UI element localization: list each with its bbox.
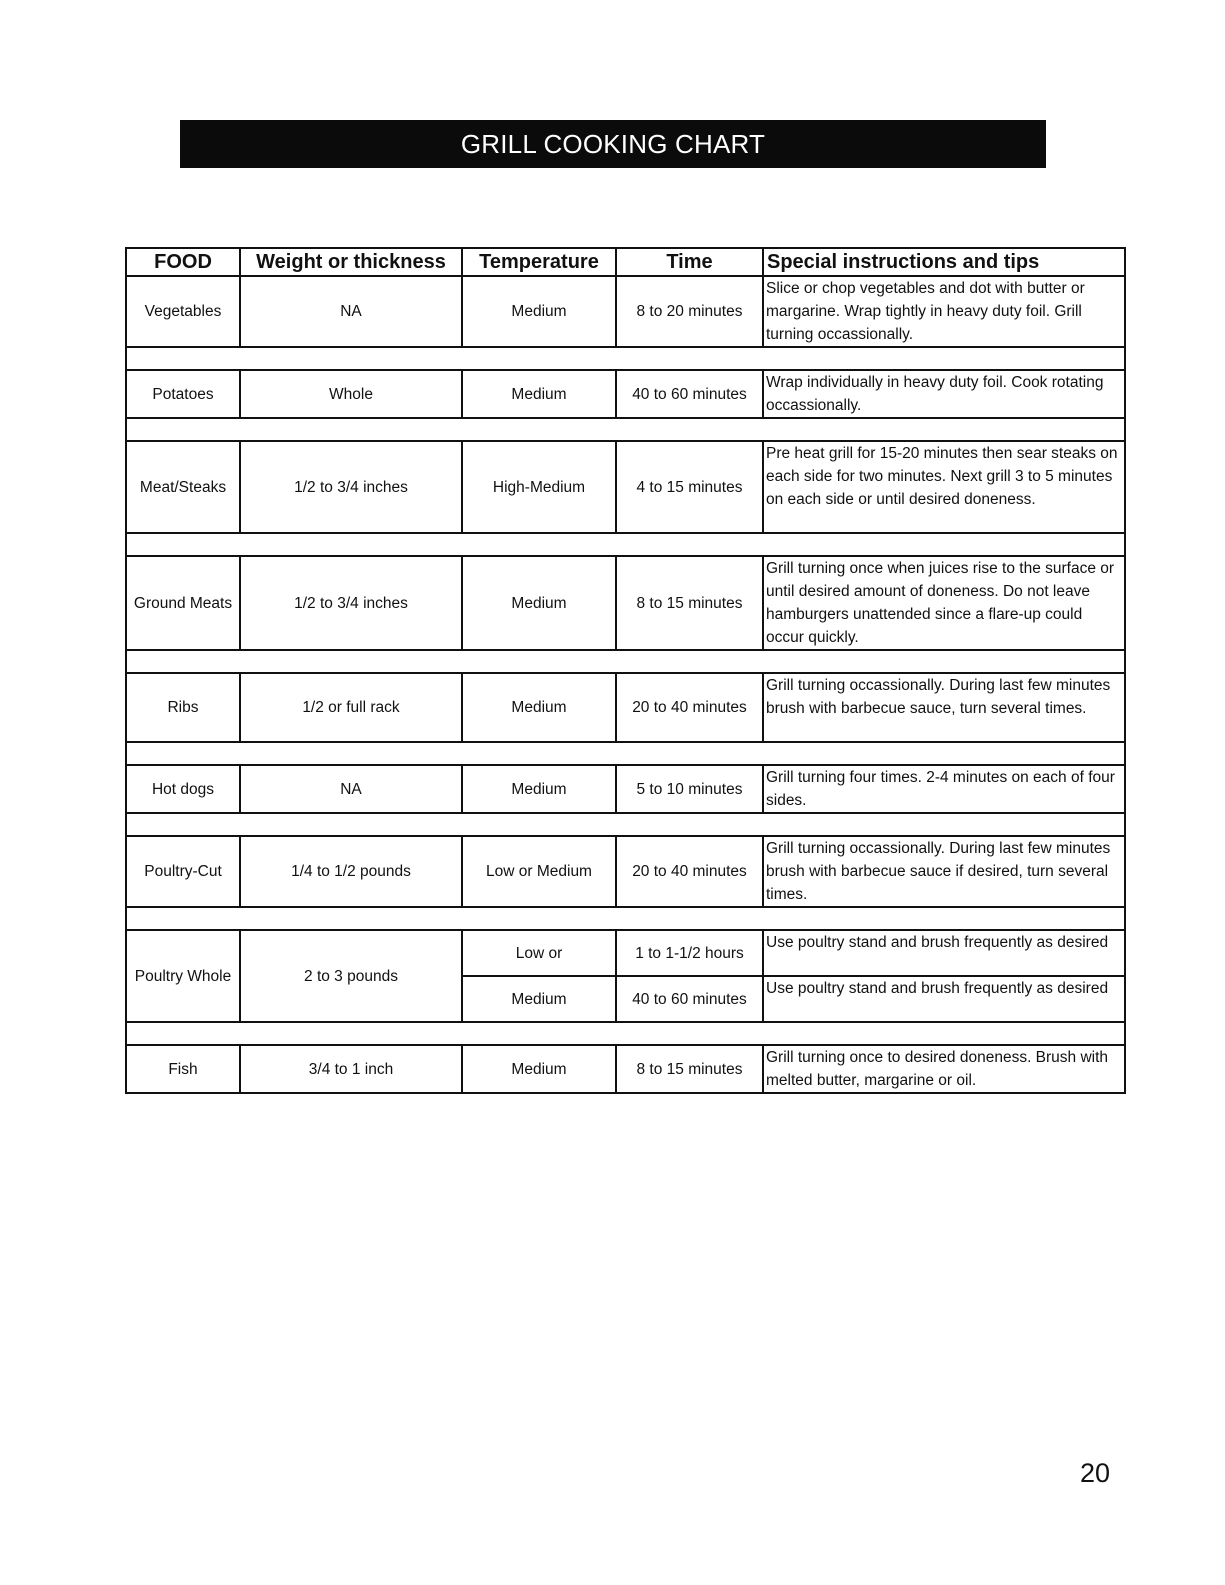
table-header-row [126, 248, 1125, 276]
header-food: FOOD [126, 248, 240, 276]
header-tips: Special instructions and tips [763, 248, 1125, 276]
cell-temperature: Medium [462, 976, 616, 1022]
cell-temperature: Medium [462, 276, 616, 347]
row-spacer [126, 533, 1125, 556]
cell-temperature: Low or Medium [462, 836, 616, 907]
header-temperature: Temperature [462, 248, 616, 276]
cell-time: 8 to 15 minutes [616, 1045, 763, 1093]
table-row [126, 765, 1125, 813]
cell-time: 8 to 20 minutes [616, 276, 763, 347]
cell-tips: Pre heat grill for 15-20 minutes then sear steaks on each side for two minutes. Next grill 3 to 5 minutes on each side or until desired doneness. [763, 441, 1125, 533]
cell-time: 40 to 60 minutes [616, 976, 763, 1022]
row-spacer [126, 650, 1125, 673]
header-time: Time [616, 248, 763, 276]
page-number: 20 [1080, 1458, 1111, 1488]
cell-food: Poultry Whole [126, 930, 240, 1022]
cell-temperature: Low or [462, 930, 616, 976]
cell-food: Meat/Steaks [126, 441, 240, 533]
table-row [126, 441, 1125, 533]
cell-weight: NA [240, 765, 462, 813]
cell-food: Ground Meats [126, 556, 240, 650]
cell-temperature: Medium [462, 370, 616, 418]
cell-tips: Grill turning four times. 2-4 minutes on each of four sides. [763, 765, 1125, 813]
grill-cooking-table [125, 247, 1126, 1094]
cell-food: Ribs [126, 673, 240, 742]
cell-tips: Use poultry stand and brush frequently as desired [763, 976, 1125, 1022]
row-spacer [126, 907, 1125, 930]
table-row [126, 370, 1125, 418]
cell-tips: Use poultry stand and brush frequently as desired [763, 930, 1125, 976]
cell-weight: 1/2 or full rack [240, 673, 462, 742]
cell-time: 20 to 40 minutes [616, 836, 763, 907]
header-weight: Weight or thickness [240, 248, 462, 276]
cell-tips: Grill turning occassionally. During last few minutes brush with barbecue sauce, turn several times. [763, 673, 1125, 742]
cell-weight: 1/2 to 3/4 inches [240, 556, 462, 650]
row-spacer [126, 347, 1125, 370]
cell-temperature: Medium [462, 673, 616, 742]
cell-temperature: Medium [462, 1045, 616, 1093]
cell-food: Potatoes [126, 370, 240, 418]
table-row [126, 930, 1125, 976]
cell-weight: 1/4 to 1/2 pounds [240, 836, 462, 907]
chart-title: GRILL COOKING CHART [180, 120, 1046, 168]
table-row [126, 1045, 1125, 1093]
cell-time: 8 to 15 minutes [616, 556, 763, 650]
cell-tips: Grill turning occassionally. During last few minutes brush with barbecue sauce if desired, turn several times. [763, 836, 1125, 907]
cell-temperature: Medium [462, 556, 616, 650]
cell-tips: Slice or chop vegetables and dot with butter or margarine. Wrap tightly in heavy duty foil. Grill turning occassionally. [763, 276, 1125, 347]
cell-time: 4 to 15 minutes [616, 441, 763, 533]
cell-weight: 3/4 to 1 inch [240, 1045, 462, 1093]
row-spacer [126, 813, 1125, 836]
row-spacer [126, 418, 1125, 441]
cell-food: Fish [126, 1045, 240, 1093]
cell-time: 1 to 1-1/2 hours [616, 930, 763, 976]
cell-temperature: Medium [462, 765, 616, 813]
cell-tips: Grill turning once when juices rise to the surface or until desired amount of doneness. Do not leave hamburgers unattended since a flare-up could occur quickly. [763, 556, 1125, 650]
cell-tips: Grill turning once to desired doneness. Brush with melted butter, margarine or oil. [763, 1045, 1125, 1093]
cell-weight: Whole [240, 370, 462, 418]
cell-food: Poultry-Cut [126, 836, 240, 907]
cell-time: 40 to 60 minutes [616, 370, 763, 418]
cell-weight: NA [240, 276, 462, 347]
cell-time: 5 to 10 minutes [616, 765, 763, 813]
cell-time: 20 to 40 minutes [616, 673, 763, 742]
cell-tips: Wrap individually in heavy duty foil. Cook rotating occassionally. [763, 370, 1125, 418]
cell-food: Vegetables [126, 276, 240, 347]
row-spacer [126, 742, 1125, 765]
table-row [126, 836, 1125, 907]
row-spacer [126, 1022, 1125, 1045]
cell-temperature: High-Medium [462, 441, 616, 533]
cell-weight: 1/2 to 3/4 inches [240, 441, 462, 533]
table-row [126, 556, 1125, 650]
cell-food: Hot dogs [126, 765, 240, 813]
cell-weight: 2 to 3 pounds [240, 930, 462, 1022]
table-row [126, 276, 1125, 347]
table-row [126, 673, 1125, 742]
